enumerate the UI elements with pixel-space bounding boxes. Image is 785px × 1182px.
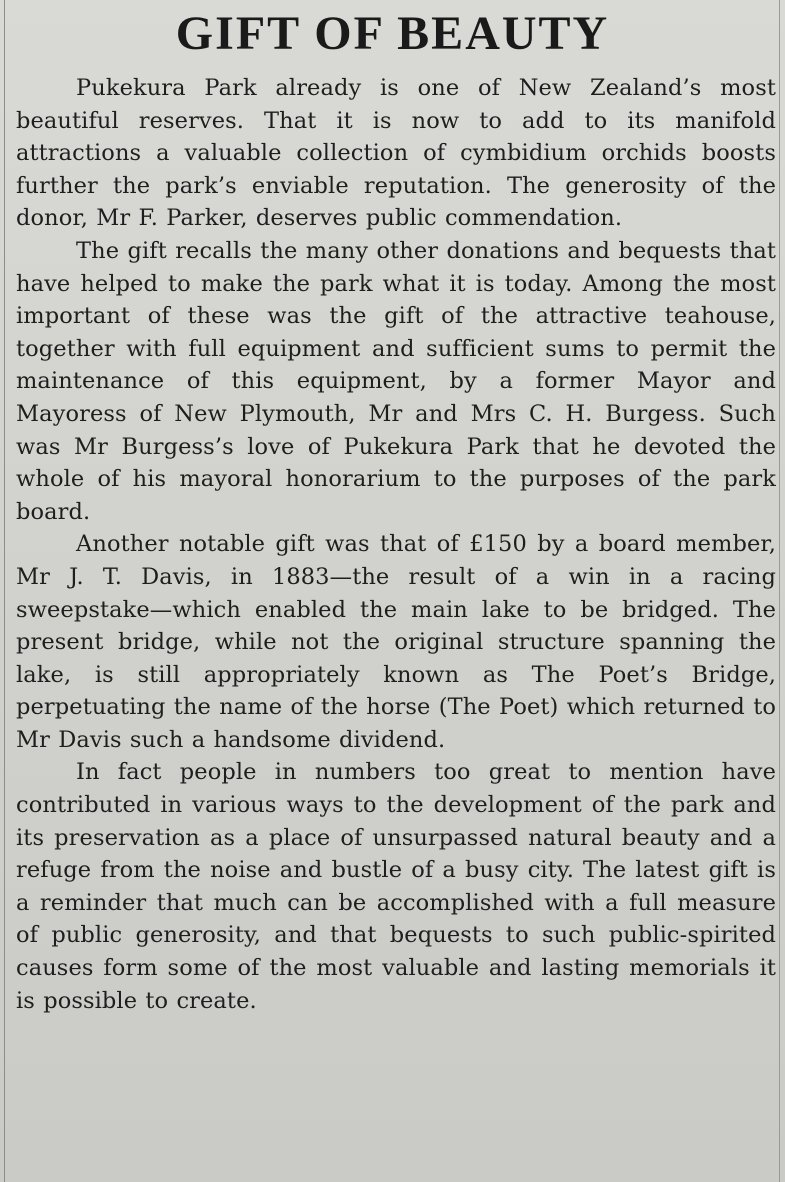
column-rule-right [779,0,780,1182]
headline: GIFT OF BEAUTY [175,7,610,60]
column-rule-left [4,0,5,1182]
paragraph-2: The gift recalls the many other donations and bequests that have helped to make the park what it is today. Among the most important of these was the gift of the attractive teahouse, together with full equipment and sufficient sums to permit the maintenance of this equipment, by a former Mayor and Mayoress of New Plymouth, Mr and Mrs C. H. Burgess. Such was Mr Burgess’s love of Pukekura Park that he devoted the whole of his mayoral honorarium to the purposes of the park board. [16,237,776,525]
paragraph-4: In fact people in numbers too great to mention have contributed in various ways to the development of the park and its preservation as a place of unsurpassed natural beauty and a refuge from the noise and bustle of a busy city. The latest gift is a reminder that much can be accomplished with a full measure of public generosity, and that bequests to such public-spirited causes form some of the most valuable and lasting memorials it is possible to create. [16,759,776,1014]
paragraph-3: Another notable gift was that of £150 by a board member, Mr J. T. Davis, in 1883—the result of a win in a racing sweepstake—which enabled the main lake to be bridged. The present bridge, while not the original structure spanning the lake, is still appropriately known as The Poet’s Bridge, perpetuating the name of the horse (The Poet) which returned to Mr Davis such a handsome dividend. [16,531,776,753]
paragraph-1: Pukekura Park already is one of New Zealand’s most beautiful reserves. That it is now to add to its manifold attractions a valuable collection of cymbidium orchids boosts further the park’s enviable reputation. The generosity of the donor, Mr F. Parker, deserves public commendation. [16,75,776,232]
article-body [16,72,776,1017]
